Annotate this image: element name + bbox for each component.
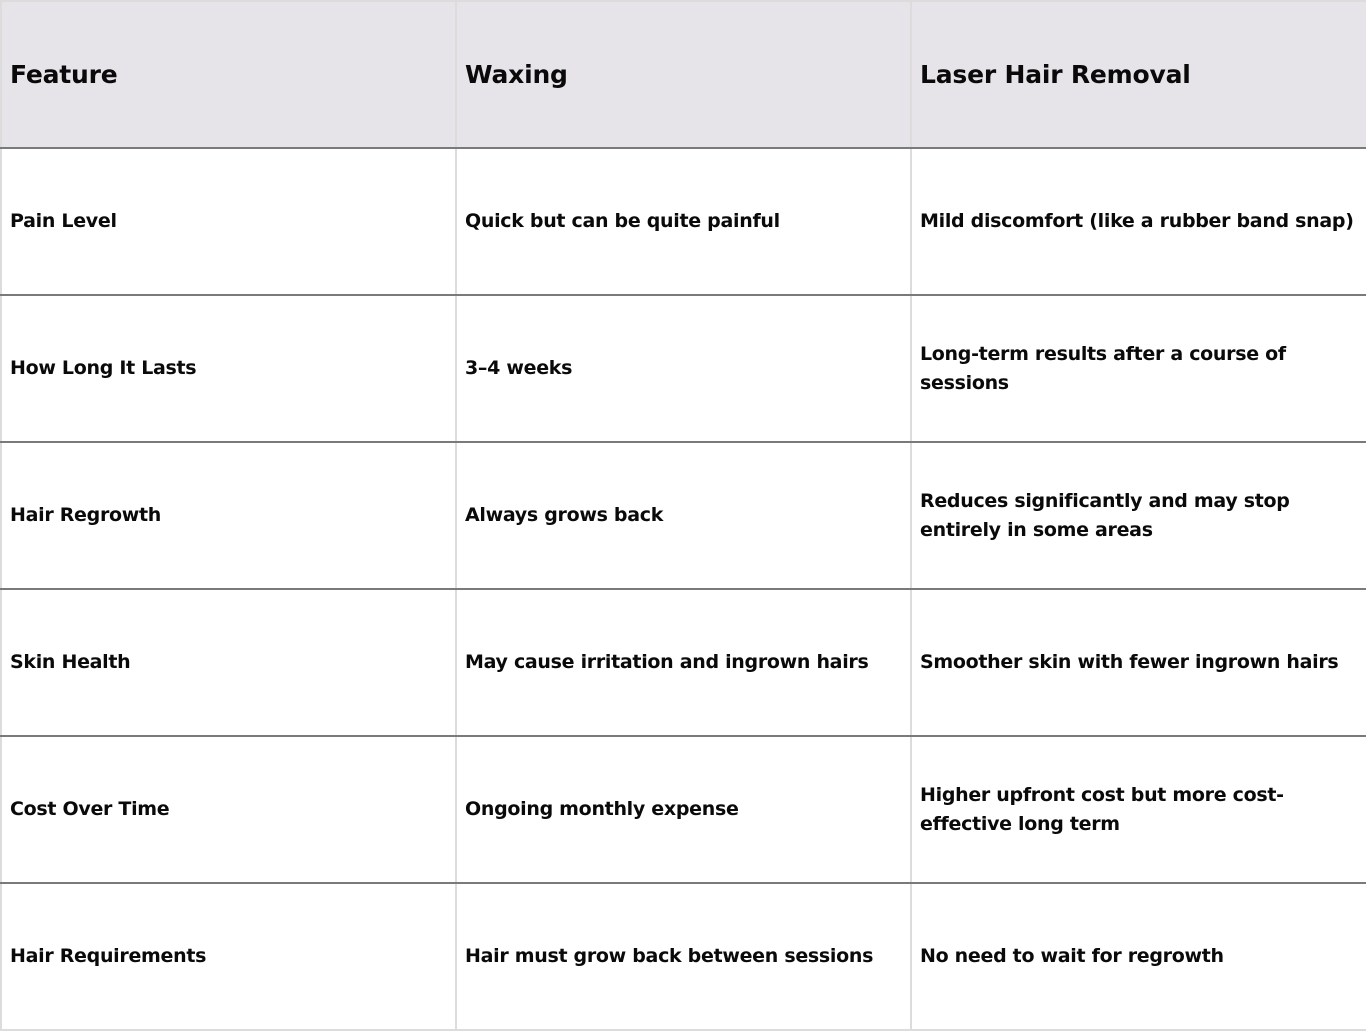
table-row <box>1 148 1366 295</box>
waxing-cell: 3–4 weeks <box>456 295 911 442</box>
laser-cell: Reduces significantly and may stop entirely in some areas <box>911 442 1366 589</box>
table-row <box>1 736 1366 883</box>
table-row <box>1 295 1366 442</box>
header-feature: Feature <box>1 1 456 148</box>
feature-cell: Hair Regrowth <box>1 442 456 589</box>
table-row <box>1 442 1366 589</box>
feature-cell: Skin Health <box>1 589 456 736</box>
table-row <box>1 883 1366 1030</box>
laser-cell: Higher upfront cost but more cost-effective long term <box>911 736 1366 883</box>
waxing-cell: Ongoing monthly expense <box>456 736 911 883</box>
table-row <box>1 589 1366 736</box>
feature-cell: Hair Requirements <box>1 883 456 1030</box>
feature-cell: How Long It Lasts <box>1 295 456 442</box>
header-laser-hair-removal: Laser Hair Removal <box>911 1 1366 148</box>
laser-cell: Long-term results after a course of sessions <box>911 295 1366 442</box>
waxing-cell: Always grows back <box>456 442 911 589</box>
header-row <box>1 1 1366 148</box>
feature-cell: Pain Level <box>1 148 456 295</box>
table-header <box>1 1 1366 148</box>
laser-cell: Mild discomfort (like a rubber band snap) <box>911 148 1366 295</box>
waxing-cell: Quick but can be quite painful <box>456 148 911 295</box>
laser-cell: Smoother skin with fewer ingrown hairs <box>911 589 1366 736</box>
feature-cell: Cost Over Time <box>1 736 456 883</box>
waxing-cell: Hair must grow back between sessions <box>456 883 911 1030</box>
table-body <box>1 148 1366 1030</box>
header-waxing: Waxing <box>456 1 911 148</box>
waxing-cell: May cause irritation and ingrown hairs <box>456 589 911 736</box>
laser-cell: No need to wait for regrowth <box>911 883 1366 1030</box>
